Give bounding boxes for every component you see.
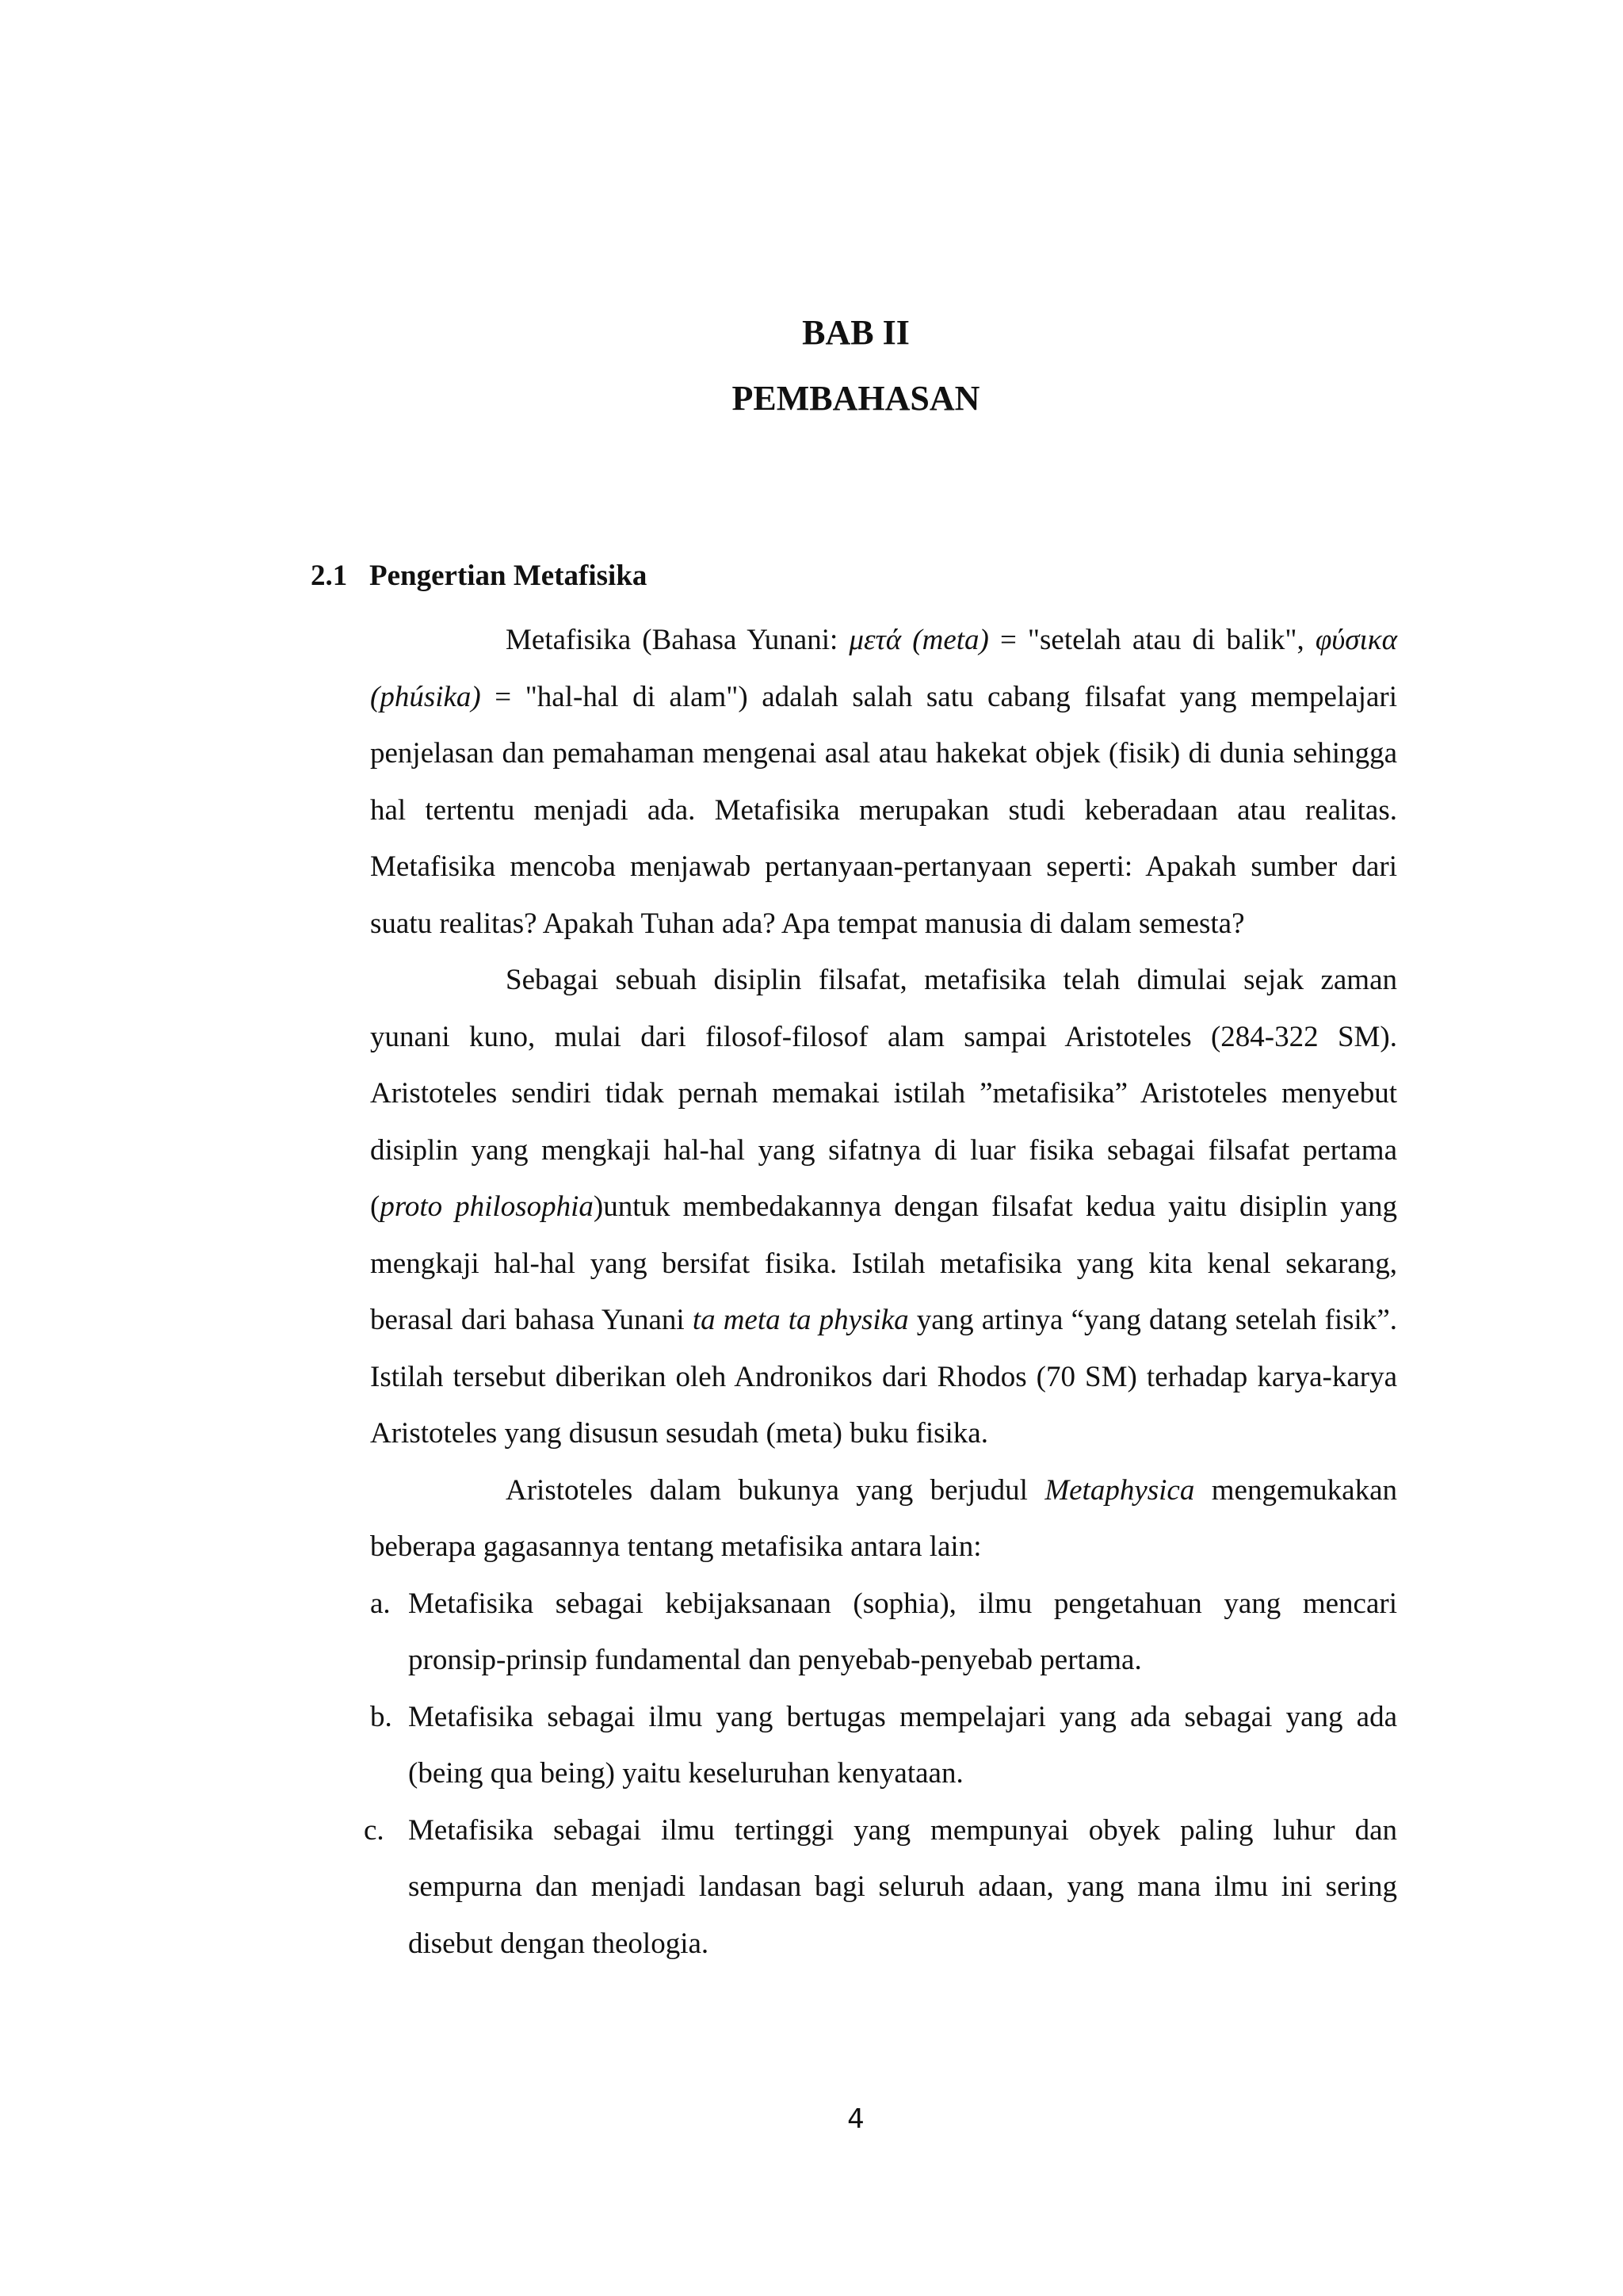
paragraph-3 <box>370 1462 1397 1576</box>
paragraph-2 <box>370 952 1397 1462</box>
term-ta-meta-ta-physika: ta meta ta physika <box>692 1304 909 1336</box>
greek-term-meta: μετά <box>849 624 902 656</box>
page-number: 4 <box>847 2103 865 2135</box>
list-item <box>370 1689 1397 1802</box>
chapter-number: BAB II <box>802 313 910 352</box>
list-marker: c. <box>364 1813 384 1847</box>
paragraph-3-text-b: mengemukakan beberapa gagasannya tentang metafisika antara lain: <box>370 1473 1397 1563</box>
list-item-text: Metafisika sebagai ilmu tertinggi yang mempunyai obyek paling luhur dan sempurna dan menjadi landasan bagi seluruh adaan, yang mana ilmu ini sering disebut dengan theologia. <box>408 1813 1397 1960</box>
list-item <box>370 1576 1397 1689</box>
list-marker: b. <box>370 1700 392 1733</box>
section-title: Pengertian Metafisika <box>369 560 647 592</box>
book-title-metaphysica: Metaphysica <box>1044 1473 1195 1507</box>
term-phusika: (phúsika) <box>370 680 481 713</box>
term-meta: (meta) <box>901 624 989 656</box>
greek-term-phusika: φύσικα <box>1315 624 1397 656</box>
list-item <box>364 1802 1397 1973</box>
idea-list <box>364 1576 1397 1973</box>
section-heading <box>311 556 647 596</box>
term-proto-philosophia: proto philosophia <box>380 1190 594 1223</box>
list-marker: a. <box>370 1587 391 1620</box>
paragraph-3-text-a: Aristoteles dalam bukunya yang berjudul <box>506 1473 1045 1507</box>
paragraph-2-text-a: Sebagai sebuah disiplin filsafat, metafisika telah dimulai sejak zaman yunani kuno, mulai dari filosof-filosof alam sampai Aristoteles (284-322 SM). Aristoteles sendiri tidak pernah memakai istilah ”metafisika” Aristoteles menyebut disiplin yang mengkaji hal-hal yang sifatnya di luar fisika sebagai filsafat pertama ( <box>370 964 1397 1223</box>
chapter-title: PEMBAHASAN <box>731 379 980 418</box>
section-number: 2.1 <box>311 560 348 592</box>
paragraph-2-text-c: yang artinya “yang datang setelah fisik”. Istilah tersebut diberikan oleh Andronikos dari Rhodos (70 SM) terhadap karya-karya Aristoteles yang disusun sesudah (meta) buku fisika. <box>370 1304 1398 1450</box>
paragraph-1-text-a: Metafisika (Bahasa Yunani: <box>506 624 850 656</box>
paragraph-2-text-b: )untuk membedakannya dengan filsafat kedua yaitu disiplin yang mengkaji hal-hal yang bersifat fisika. Istilah metafisika yang kita kenal sekarang, berasal dari bahasa Yunani <box>370 1190 1397 1336</box>
paragraph-1-text-b: = "setelah atau di balik", <box>988 624 1316 656</box>
list-item-text: Metafisika sebagai kebijaksanaan (sophia), ilmu pengetahuan yang mencari pronsip-prinsip fundamental dan penyebab-penyebab pertama. <box>408 1587 1397 1676</box>
list-item-text: Metafisika sebagai ilmu yang bertugas mempelajari yang ada sebagai yang ada (being qua being) yaitu keseluruhan kenyataan. <box>408 1700 1397 1790</box>
paragraph-1-text-c: = "hal-hal di alam") adalah salah satu cabang filsafat yang mempelajari penjelasan dan pemahaman mengenai asal atau hakekat objek (fisik) di dunia sehingga hal tertentu menjadi ada. Metafisika merupakan studi keberadaan atau realitas. Metafisika mencoba menjawab pertanyaan-pertanyaan seperti: Apakah sumber dari suatu realitas? Apakah Tuhan ada? Apa tempat manusia di dalam semesta? <box>370 680 1397 940</box>
body-text <box>364 612 1398 1972</box>
paragraph-1 <box>370 612 1397 952</box>
